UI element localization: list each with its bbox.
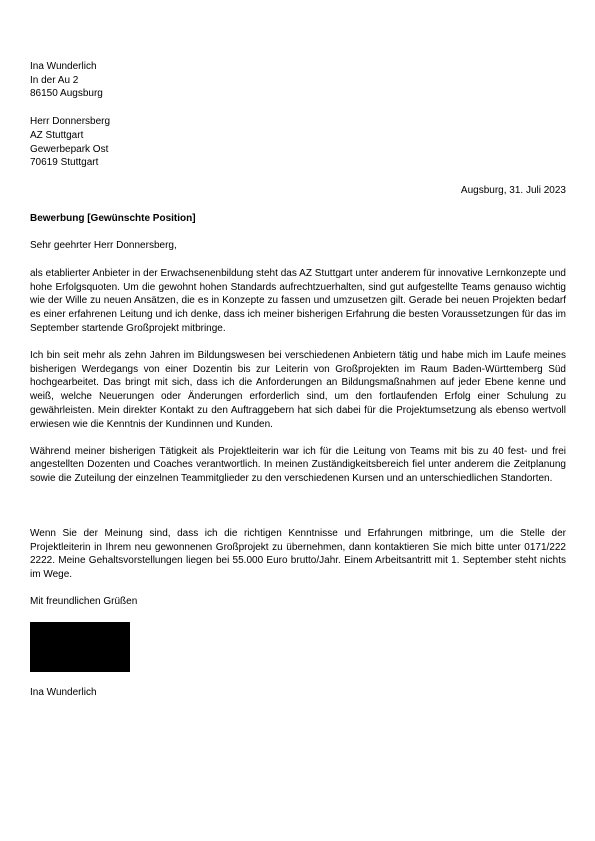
recipient-city: 70619 Stuttgart [30,157,99,169]
body-paragraph-4: Wenn Sie der Meinung sind, dass ich die richtigen Kenntnisse und Erfahrungen mitbringe, um die Stelle der Projektleiterin in Ihrem neu gewonnenen Großprojekt zu übernehmen, dann kontaktieren Sie mich bitte unter 0171/222 2222. Meine Gehaltsvorstellungen liegen bei 55.000 Euro brutto/Jahr. Einem Arbeitsantritt mit 1. September steht nichts im Wege. [30,527,566,580]
signature-name: Ina Wunderlich [30,686,97,698]
recipient-street: Gewerbepark Ost [30,143,109,155]
letter-date: Augsburg, 31. Juli 2023 [460,184,566,196]
recipient-company: AZ Stuttgart [30,129,84,141]
body-paragraph-3: Während meiner bisherigen Tätigkeit als Projektleiterin war ich für die Leitung von Teams mit bis zu 40 fest- und frei angestellten Dozenten und Coaches verantwortlich. In meinen Zuständigkeitsbereich fiel unter anderem die Zeitplanung sowie die Zuteilung der einzelnen Teammitglieder zu den verschiedenen Kursen und an unterschiedlichen Standorten. [30,445,566,485]
recipient-address [30,115,566,170]
body-paragraph-1: als etablierter Anbieter in der Erwachsenenbildung steht das AZ Stuttgart unter anderem für innovative Lernkonzepte und hohe Erfolgsquoten. Um die gewohnt hohen Standards aufrechtzuerhalten, sind gut aufgestellte Teams genauso wichtig wie der Wille zu neuen Ansätzen, die es in Konzepte zu fassen und umzusetzen gilt. Gerade bei neuen Projekten bedarf es einer erfahrenen Leitung und ich denke, dass ich meiner bisherigen Erfahrung die besten Voraussetzungen für das im September startende Großprojekt mitbringe. [30,268,566,334]
sender-address [30,60,566,101]
salutation: Sehr geehrter Herr Donnersberg, [30,240,177,252]
sender-city: 86150 Augsburg [30,88,103,100]
closing-phrase: Mit freundlichen Grüßen [30,596,138,608]
sender-name: Ina Wunderlich [30,61,97,72]
letter-subject: Bewerbung [Gewünschte Position] [30,212,196,224]
letter-page [30,60,566,700]
sender-street: In der Au 2 [30,74,79,86]
recipient-name: Herr Donnersberg [30,116,111,128]
signature-redaction-block [30,622,130,672]
body-paragraph-2: Ich bin seit mehr als zehn Jahren im Bildungswesen bei verschiedenen Anbietern tätig und habe mich im Laufe meines bisherigen Werdegangs von einer Dozentin bis zur Leiterin von Großprojekten im Raum Baden-Württemberg Süd hochgearbeitet. Das bringt mit sich, dass ich die Anforderungen an Bildungsmaßnahmen auf jeder Ebene kenne und weiß, welche Neuerungen oder Änderungen erforderlich sind, um den fortlaufenden Erfolg einer Schulung zu gewährleisten. Mein direkter Kontakt zu den Auftraggebern hat sich dabei für die Projektumsetzung als ebenso wertvoll erwiesen wie die Kenntnis der Kundinnen und Kunden. [30,350,566,430]
